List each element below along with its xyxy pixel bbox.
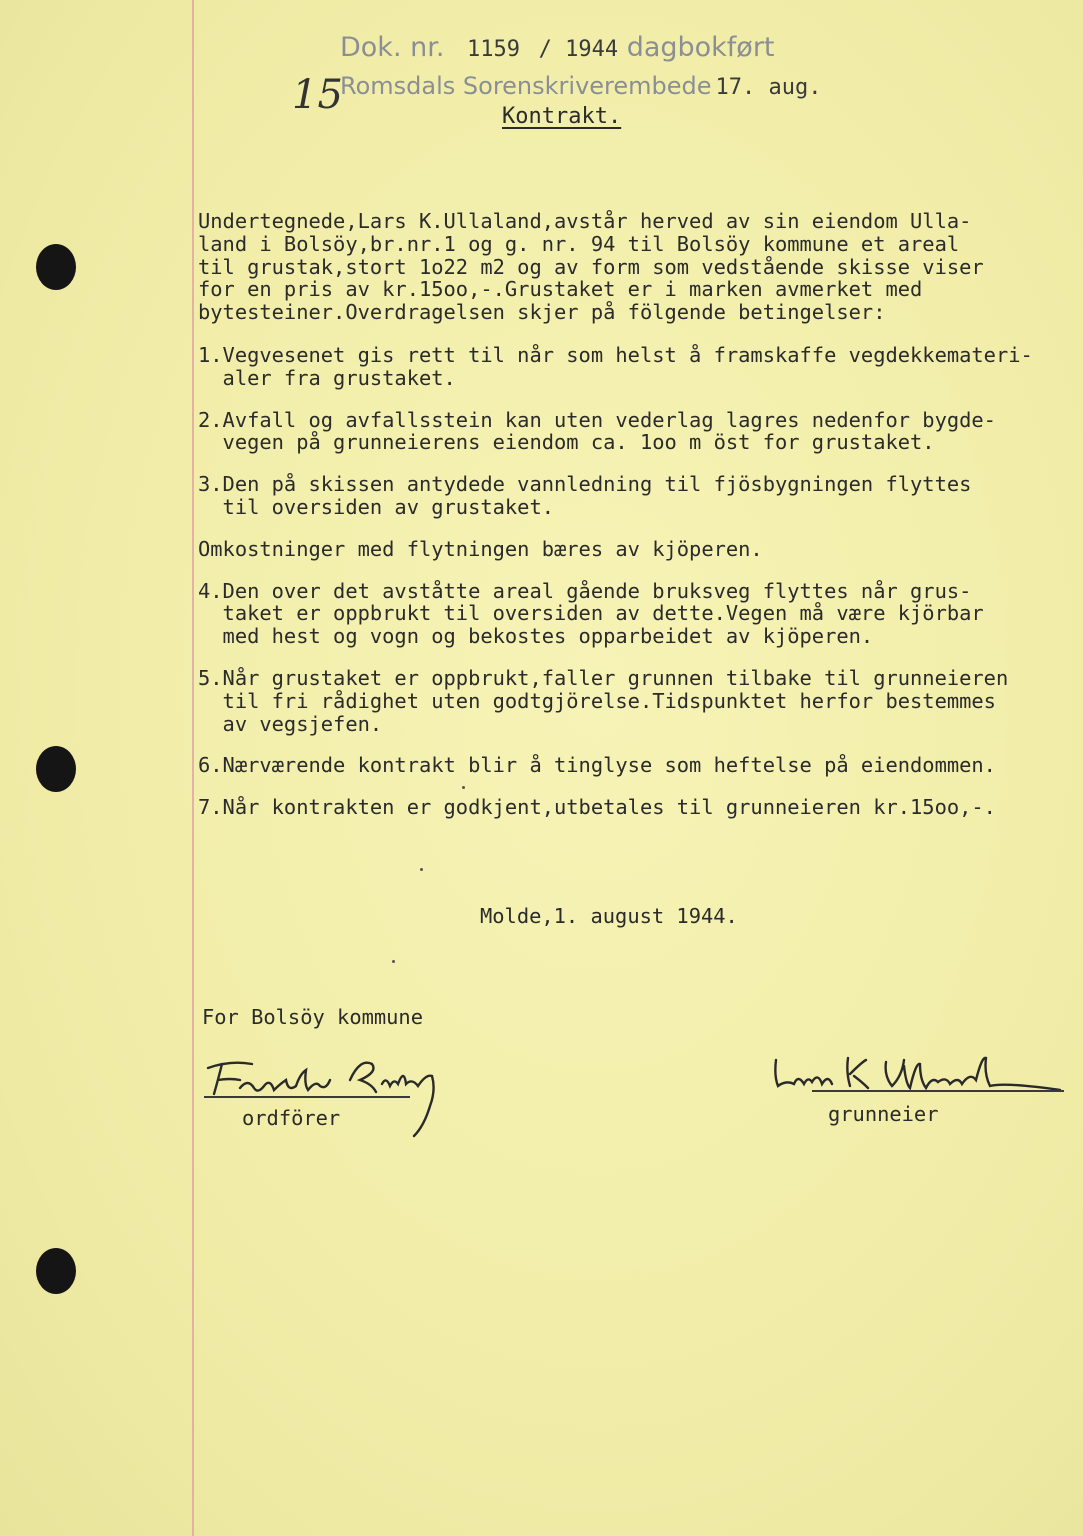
place-date: Molde,1. august 1944.: [480, 904, 738, 928]
signature-right-line: [812, 1090, 1064, 1092]
condition-line: med hest og vogn og bekostes opparbeidet av kjöperen.: [198, 624, 874, 649]
condition-line: til fri rådighet uten godtgjörelse.Tidspunktet herfor bestemmes: [198, 688, 996, 713]
stamp-number: 1159: [467, 37, 521, 62]
stamp-line-1: [340, 32, 775, 63]
intro-line: land i Bolsöy,br.nr.1 og g. nr. 94 til Bolsöy kommune et areal: [198, 231, 960, 256]
intro-line: bytesteiner.Overdragelsen skjer på fölgende betingelser:: [198, 300, 886, 325]
condition-line: av vegsjefen.: [198, 711, 383, 736]
condition-line: 7.Når kontrakten er godkjent,utbetales til grunneieren kr.15oo,-.: [198, 795, 996, 820]
ink-speck: [392, 960, 395, 963]
intro-line: for en pris av kr.15oo,-.Grustaket er i marken avmerket med: [198, 277, 923, 302]
contract-body: [198, 210, 1058, 819]
signature-right: [770, 1050, 1070, 1100]
stamp-year: / 1944: [538, 37, 619, 62]
condition-item: [198, 754, 1058, 777]
condition-item: [198, 580, 1058, 648]
stamp-prefix: Dok. nr.: [340, 32, 445, 63]
conditions-list: [198, 324, 1058, 819]
condition-line: aler fra grustaket.: [198, 365, 456, 390]
punch-hole-bottom: [36, 1248, 76, 1294]
intro-line: Undertegnede,Lars K.Ullaland,avstår herved av sin eiendom Ulla-: [198, 209, 972, 233]
condition-item: [198, 409, 1058, 455]
document-title: Kontrakt.: [502, 104, 622, 129]
condition-line: 1.Vegvesenet gis rett til når som helst å framskaffe vegdekkemateri-: [198, 342, 1033, 367]
condition-line: til oversiden av grustaket.: [198, 494, 555, 519]
condition-item: [198, 344, 1058, 390]
signature-left-line: [204, 1096, 410, 1098]
punch-hole-top: [36, 244, 76, 290]
condition-line: 5.Når grustaket er oppbrukt,faller grunnen tilbake til grunneieren: [198, 665, 1009, 690]
condition-item: [198, 473, 1058, 519]
ink-speck: [420, 868, 423, 871]
for-party: For Bolsöy kommune: [202, 1005, 423, 1029]
margin-line: [192, 0, 194, 1536]
punch-hole-middle: [36, 746, 76, 792]
condition-line: Omkostninger med flytningen bæres av kjöperen.: [198, 536, 763, 561]
intro-paragraph: [198, 210, 1058, 324]
stamp-office: Romsdals Sorenskriverembede: [340, 72, 712, 100]
intro-line: til grustak,stort 1o22 m2 og av form som vedstående skisse viser: [198, 254, 984, 279]
condition-line: 3.Den på skissen antydede vannledning til fjösbygningen flyttes: [198, 472, 972, 497]
condition-item: [198, 796, 1058, 819]
condition-item: [198, 667, 1058, 735]
ink-speck: [462, 786, 465, 789]
role-left: ordförer: [242, 1106, 341, 1130]
handwritten-number: 15: [292, 72, 343, 118]
stamp-date: 17. aug.: [715, 75, 822, 100]
condition-line: 6.Nærværende kontrakt blir å tinglyse som heftelse på eiendommen.: [198, 753, 996, 778]
condition-line: taket er oppbrukt til oversiden av dette.Vegen må være kjörbar: [198, 601, 984, 626]
condition-line: 4.Den over det avståtte areal gående bruksveg flyttes når grus-: [198, 578, 972, 603]
stamp-line-2: [340, 72, 822, 100]
role-right: grunneier: [828, 1102, 939, 1126]
condition-line: vegen på grunneierens eiendom ca. 1oo m öst for grustaket.: [198, 430, 935, 455]
condition-item: [198, 538, 1058, 561]
condition-line: 2.Avfall og avfallsstein kan uten vederlag lagres nedenfor bygde-: [198, 407, 996, 432]
stamp-suffix: dagbokført: [626, 32, 775, 63]
